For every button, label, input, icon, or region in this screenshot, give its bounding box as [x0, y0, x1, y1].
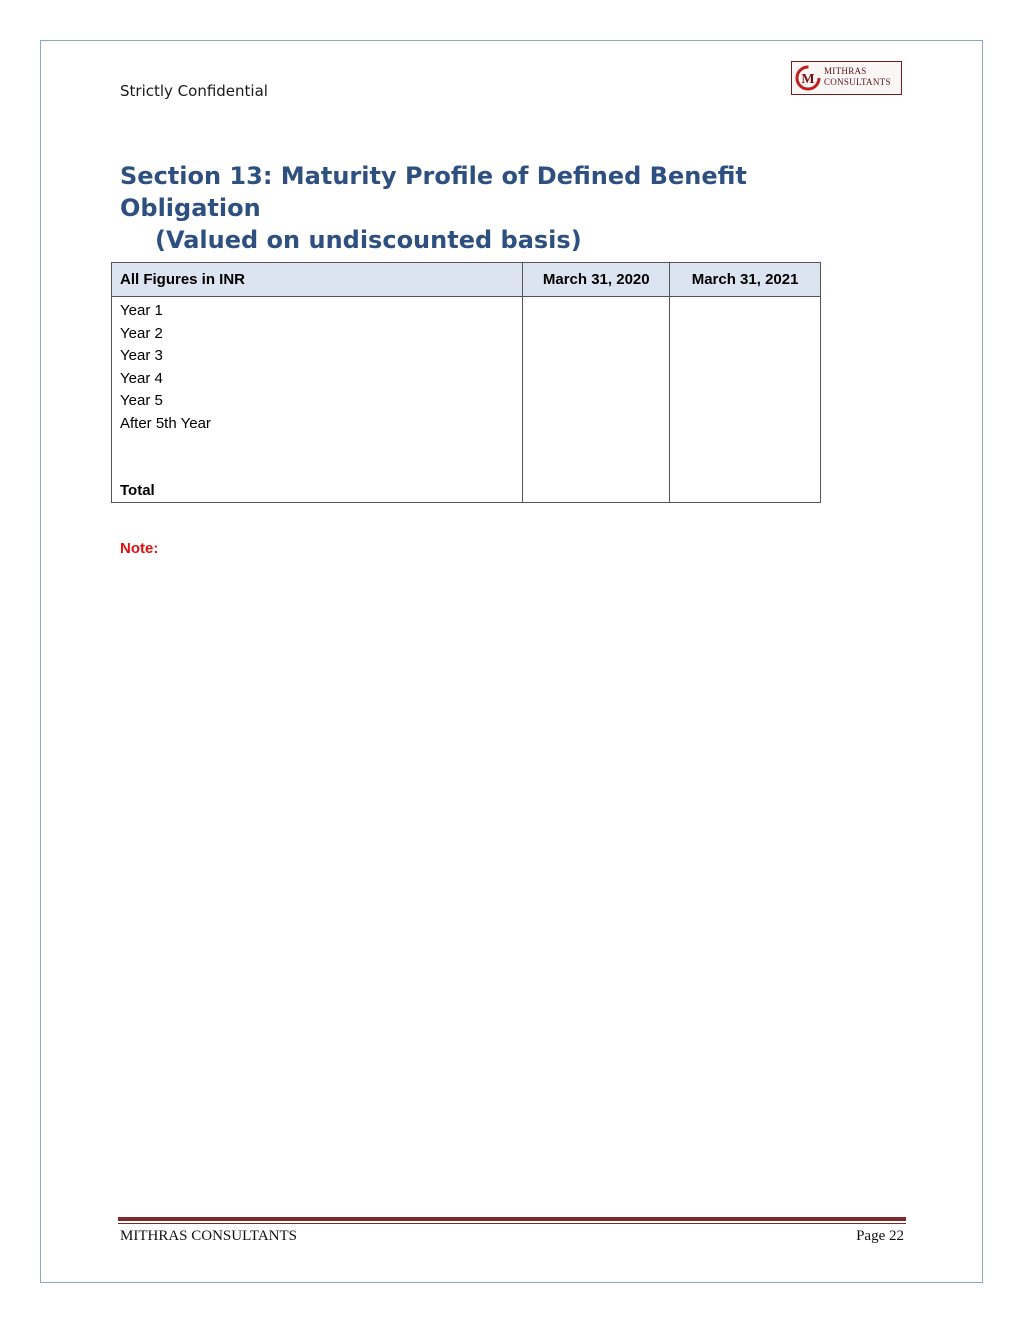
- section-title-line2: (Valued on undiscounted basis): [155, 226, 582, 254]
- section-title-line1: Section 13: Maturity Profile of Defined Benefit Obligation: [120, 162, 747, 222]
- row-label-after-5th-year: After 5th Year: [120, 414, 211, 432]
- table-header-row: [112, 263, 821, 297]
- column-header-2021: March 31, 2021: [670, 263, 821, 297]
- logo-line2: CONSULTANTS: [824, 77, 891, 87]
- row-label-total: Total: [120, 482, 155, 499]
- section-title: [120, 160, 880, 256]
- column-header-figures: All Figures in INR: [112, 263, 523, 297]
- footer-page-number: Page 22: [856, 1228, 904, 1244]
- column-header-2020: March 31, 2020: [523, 263, 670, 297]
- row-labels-cell: [112, 297, 523, 503]
- maturity-profile-table: [111, 262, 821, 503]
- footer-rule-thick: [118, 1217, 906, 1221]
- logo-mark-letter: M: [801, 72, 815, 87]
- note-label: Note:: [120, 540, 159, 557]
- footer-rule-thin: [118, 1223, 906, 1224]
- values-cell-2021: [670, 297, 821, 503]
- logo-line1: MITHRAS: [824, 66, 867, 76]
- logo-text: [824, 66, 891, 88]
- company-logo: [791, 61, 902, 95]
- row-label-year-3: Year 3: [120, 347, 163, 364]
- confidentiality-label: Strictly Confidential: [120, 82, 268, 100]
- row-label-year-1: Year 1: [120, 302, 163, 319]
- table-body-row: [112, 297, 821, 503]
- row-label-year-4: Year 4: [120, 369, 163, 387]
- footer-company: MITHRAS CONSULTANTS: [120, 1228, 298, 1244]
- row-label-year-5: Year 5: [120, 392, 163, 409]
- values-cell-2020: [523, 297, 670, 503]
- row-label-year-2: Year 2: [120, 324, 163, 342]
- logo-mark-icon: [795, 65, 821, 91]
